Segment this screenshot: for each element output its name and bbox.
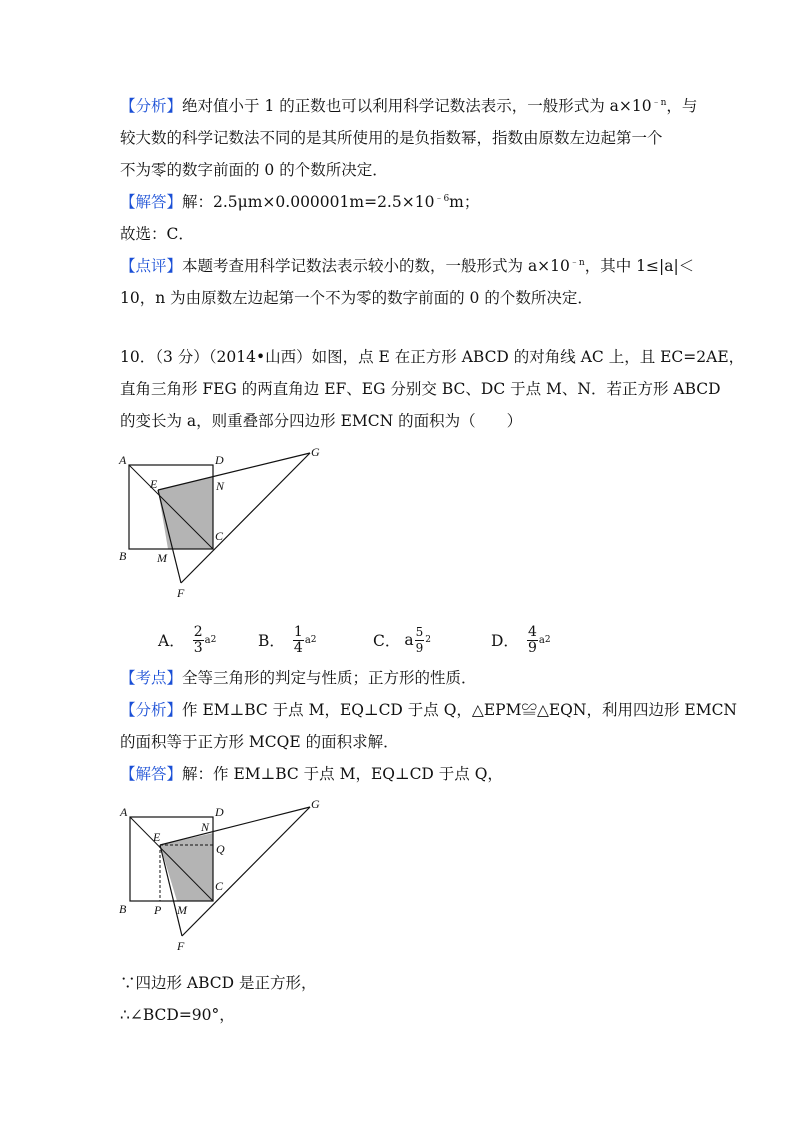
label-b: B <box>119 902 127 916</box>
side-eg <box>160 807 310 845</box>
label-g: G <box>311 797 320 811</box>
label-d: D <box>215 805 224 819</box>
label-a: A <box>120 805 128 819</box>
option-b[interactable]: B． $\frac{1}{4}$ a 2 <box>258 623 317 656</box>
side-eg <box>158 453 310 490</box>
label-m: M <box>177 903 187 917</box>
answer-tag: 【解答】 <box>120 193 183 211</box>
label-c: C <box>215 879 224 893</box>
answer-options <box>158 620 598 660</box>
comment-line-1: 【点评】本题考查用科学记数法表示较小的数，一般形式为 $a\times 10^{﹣n}$，其中 1≤|a|＜ <box>120 257 695 275</box>
label-e: E <box>150 477 158 491</box>
analysis-line-3: 不为零的数字前面的 0 的个数所决定． <box>120 161 388 179</box>
question-stem-line-3: 的变长为 a，则重叠部分四边形 EMCN 的面积为（ ） <box>120 412 523 430</box>
label-n: N <box>216 479 225 493</box>
label-d: D <box>215 453 224 467</box>
label-f: F <box>177 586 185 600</box>
fenxi-line-1: 【分析】作 EM⊥BC 于点 M，EQ⊥CD 于点 Q，△EPM≌△EQN，利用四边形 EMCN <box>120 701 737 719</box>
option-c-fraction: $\frac{5}{9}$ <box>415 624 424 655</box>
option-d[interactable]: D． $\frac{4}{9}$ a 2 <box>491 623 551 656</box>
label-g: G <box>311 445 320 459</box>
label-e: E <box>153 830 161 844</box>
label-q: Q <box>216 842 225 856</box>
choice-line: 故选：C． <box>120 225 194 243</box>
question-stem-line-1: 10．（3 分）（2014•山西）如图，点 E 在正方形 ABCD 的对角线 AC 上，且 EC=2AE， <box>120 348 745 366</box>
jieda-line: 【解答】解：作 EM⊥BC 于点 M，EQ⊥CD 于点 Q， <box>120 765 503 783</box>
analysis-tag: 【分析】 <box>120 97 183 115</box>
comment-line-2: 10，n 为由原数左边起第一个不为零的数字前面的 0 的个数所决定． <box>120 289 593 307</box>
fenxi-line-2: 的面积等于正方形 MCQE 的面积求解． <box>120 733 399 751</box>
geometry-figure-1 <box>110 440 330 600</box>
option-a-fraction: $\frac{2}{3}$ <box>193 623 203 656</box>
analysis-line-1: 【分析】绝对值小于 1 的正数也可以利用科学记数法表示，一般形式为 $a\times 10^{﹣n}$，与 <box>120 97 698 115</box>
option-a[interactable]: A． $\frac{2}{3}$ a 2 <box>158 623 217 656</box>
question-stem-line-2: 直角三角形 FEG 的两直角边 EF、EG 分别交 BC、DC 于点 M、N．若正方形 ABCD <box>120 380 721 398</box>
label-c: C <box>215 529 224 543</box>
answer-line: 【解答】解：$2.5\mu m\times 0.000001m=2.5\times 10^{﹣6}m$； <box>120 193 480 211</box>
option-d-fraction: $\frac{4}{9}$ <box>527 623 537 656</box>
label-n: N <box>201 820 210 834</box>
comment-tag: 【点评】 <box>120 257 183 275</box>
option-c[interactable]: C． a $\frac{5}{9}$ 2 <box>373 624 431 655</box>
because-line: ∵四边形 ABCD 是正方形， <box>120 974 317 992</box>
label-a: A <box>119 453 127 467</box>
label-f: F <box>177 939 185 953</box>
kaodian-line: 【考点】全等三角形的判定与性质；正方形的性质． <box>120 669 477 687</box>
analysis-line-2: 较大数的科学记数法不同的是其所使用的是负指数幂，指数由原数左边起第一个 <box>120 129 663 147</box>
jieda-tag: 【解答】 <box>120 765 183 783</box>
kaodian-tag: 【考点】 <box>120 669 183 687</box>
therefore-line: ∴∠BCD=90°， <box>120 1006 235 1024</box>
label-p: P <box>154 903 162 917</box>
geometry-figure-2 <box>110 790 335 955</box>
fenxi-tag: 【分析】 <box>120 701 183 719</box>
option-b-fraction: $\frac{1}{4}$ <box>293 623 303 656</box>
label-m: M <box>157 551 167 565</box>
label-b: B <box>119 549 127 563</box>
